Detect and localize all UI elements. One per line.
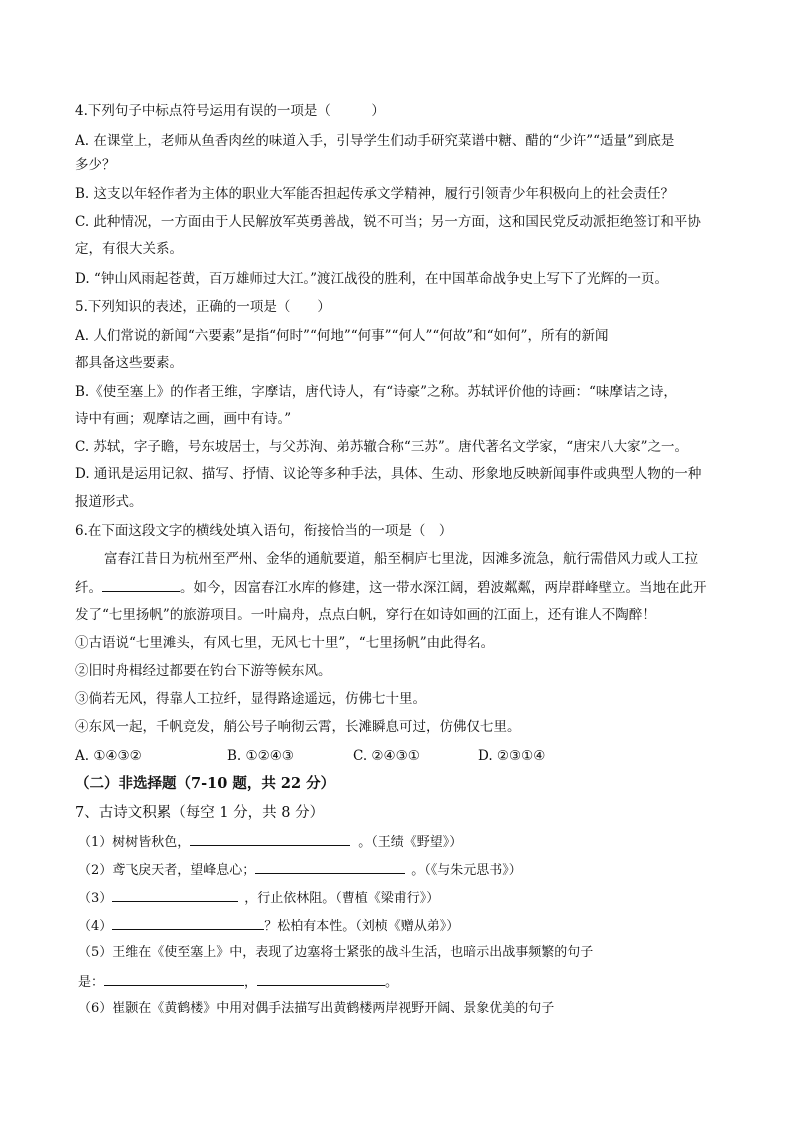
q7-item-5-blank-1[interactable] <box>104 971 244 986</box>
q7-item-2-suffix: 。（《与朱元思书》） <box>411 863 522 878</box>
section-2-title: （二）非选择题（7-10 题，共 22 分） <box>75 775 336 792</box>
q4-stem: 4.下列句子中标点符号运用有误的一项是（ ） <box>75 103 385 119</box>
q6-passage-line2-suffix: 。如今，因富春江水库的修建，这一带水深江阔，碧波粼粼，两岸群峰壁立。当地在此开 <box>180 580 707 596</box>
q5-option-d-line2: 报道形式。 <box>75 494 143 510</box>
q6-sentence-2: ②旧时舟楫经过都要在钓台下游等候东风。 <box>75 663 332 679</box>
q5-option-d-line1: D. 通讯是运用记叙、描写、抒情、议论等多种手法，具体、生动、形象地反映新闻事件或典型人物的一种 <box>75 466 702 482</box>
q5-stem: 5.下列知识的表述，正确的一项是（ ） <box>75 299 331 315</box>
q7-item-1-prefix: （1）树树皆秋色， <box>78 835 191 850</box>
q7-item-5-line2 <box>78 971 738 993</box>
q7-item-2-blank[interactable] <box>255 859 405 874</box>
q7-item-6: （6）崔颢在《黄鹤楼》中用对偶手法描写出黄鹤楼两岸视野开阔、景象优美的句子 <box>78 1001 555 1016</box>
q6-sentence-3: ③倘若无风，得靠人工拉纤，显得路途遥远，仿佛七十里。 <box>75 691 426 707</box>
q6-sentence-4: ④东风一起，千帆竞发，艄公号子响彻云霄，长滩瞬息可过，仿佛仅七里。 <box>75 719 521 735</box>
q7-item-2 <box>78 859 738 881</box>
q6-sentence-1: ①古语说“七里滩头，有风七里，无风七十里”，“七里扬帆”由此得名。 <box>75 635 495 651</box>
q4-option-d: D. “钟山风雨起苍黄，百万雄师过大江。”渡江战役的胜利，在中国革命战争史上写下了光辉的一页。 <box>75 271 668 287</box>
q7-item-4-suffix: ？松柏有本性。（刘桢《赠从弟》） <box>264 919 460 934</box>
q7-item-3-suffix: ，行止依林阻。（曹植《梁甫行》） <box>244 891 440 906</box>
q6-option-c: C. ②④③① <box>353 748 420 764</box>
q5-option-c: C. 苏轼，字子瞻，号东坡居士，与父苏洵、弟苏辙合称“三苏”。唐代著名文学家，“唐宋八大家”之一。 <box>75 439 689 455</box>
q4-option-c-line1: C. 此种情况，一方面由于人民解放军英勇善战，锐不可当；另一方面，这和国民党反动派拒绝签订和平协 <box>75 214 701 230</box>
q7-item-1 <box>78 831 738 853</box>
q6-answer-blank[interactable] <box>102 577 180 592</box>
q7-item-5-prefix: 是： <box>78 975 105 990</box>
q4-option-a-line1: A. 在课堂上，老师从鱼香肉丝的味道入手，引导学生们动手研究菜谱中糖、醋的“少许”“适量”到底是 <box>75 133 675 149</box>
q6-option-a: A. ①④③② <box>75 748 142 764</box>
q4-option-c-line2: 定，有很大关系。 <box>75 241 183 257</box>
q7-item-3 <box>78 887 738 909</box>
q5-option-b-line2: 诗中有画；观摩诘之画，画中有诗。” <box>75 411 292 427</box>
q6-passage-line2 <box>75 577 735 598</box>
q7-item-5-comma: ， <box>244 975 258 990</box>
q7-item-2-prefix: （2）鸢飞戾天者，望峰息心； <box>78 863 256 878</box>
q5-option-a-line1: A. 人们常说的新闻“六要素”是指“何时”“何地”“何事”“何人”“何故”和“如何”，所有的新闻 <box>75 328 609 344</box>
q6-stem: 6.在下面这段文字的横线处填入语句，衔接恰当的一项是（ ） <box>75 523 453 539</box>
q7-item-5-period: 。 <box>385 975 399 990</box>
q7-item-3-blank[interactable] <box>112 887 238 902</box>
q7-item-1-blank[interactable] <box>190 831 350 846</box>
q4-option-a-line2: 多少？ <box>75 157 116 173</box>
q6-option-b: B. ①②④③ <box>227 748 294 764</box>
q5-option-b-line1: B.《使至塞上》的作者王维，字摩诘，唐代诗人，有“诗豪”之称。苏轼评价他的诗画：“味摩诘之诗， <box>75 384 677 400</box>
q7-item-1-suffix: 。（王绩《野望》） <box>358 835 463 850</box>
q7-item-4 <box>78 915 738 937</box>
q6-option-d: D. ②③①④ <box>478 748 546 764</box>
q6-passage-line3: 发了“七里扬帆”的旅游项目。一叶扁舟，点点白帆，穿行在如诗如画的江面上，还有谁人不陶醉！ <box>75 607 656 623</box>
q7-item-5-line1: （5）王维在《使至塞上》中，表现了边塞将士紧张的战斗生活，也暗示出战事频繁的句子 <box>78 945 594 960</box>
q7-item-4-prefix: （4） <box>78 919 113 934</box>
q6-passage-line2-prefix: 纤。 <box>75 580 102 596</box>
q5-option-a-line2: 都具备这些要素。 <box>75 355 183 371</box>
q7-stem: 7、古诗文积累（每空 1 分，共 8 分） <box>75 805 325 821</box>
q7-item-3-prefix: （3） <box>78 891 113 906</box>
q7-item-5-blank-2[interactable] <box>257 971 385 986</box>
q6-passage-line1: 富春江昔日为杭州至严州、金华的通航要道，船至桐庐七里泷，因滩多流急，航行需借风力或人工拉 <box>104 551 698 567</box>
q7-item-4-blank[interactable] <box>112 915 264 930</box>
q4-option-b: B. 这支以年轻作者为主体的职业大军能否担起传承文学精神，履行引领青少年积极向上的社会责任？ <box>75 186 675 202</box>
